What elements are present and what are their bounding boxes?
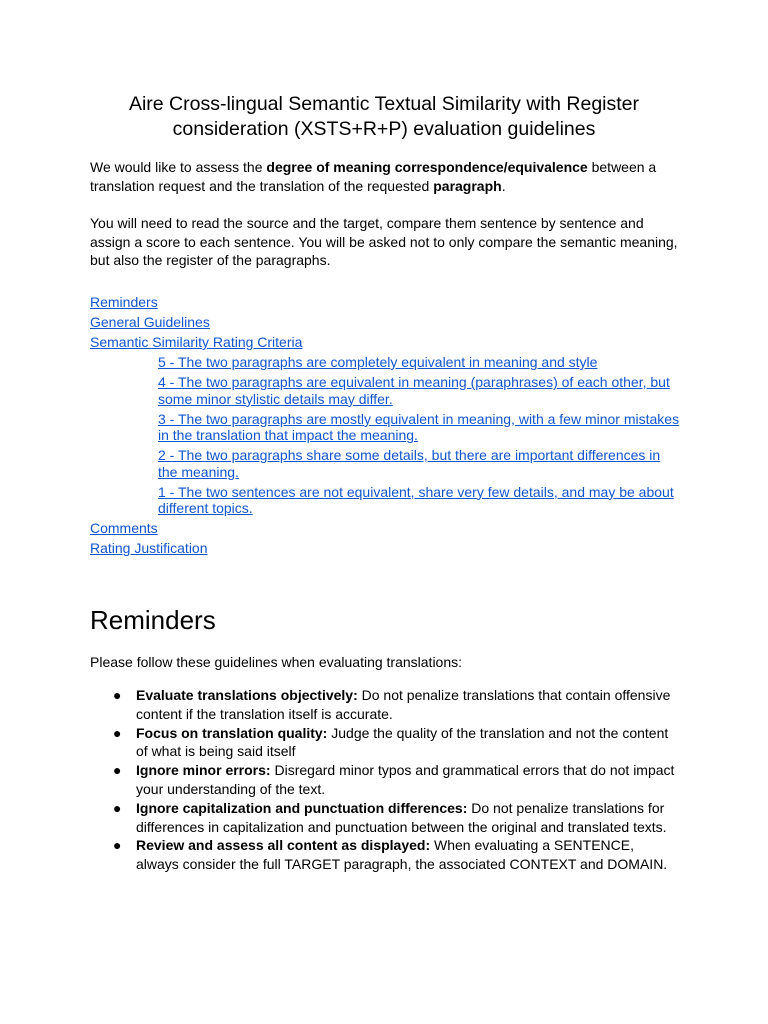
intro-text: . xyxy=(501,177,506,194)
reminder-text: Judge the quality of the translation and not the content of what is being said itself xyxy=(136,724,669,760)
toc-item xyxy=(90,411,680,444)
toc-item xyxy=(90,447,680,480)
toc-link-score-5[interactable]: 5 - The two paragraphs are completely equivalent in meaning and style xyxy=(158,354,598,370)
toc-link-score-2[interactable]: 2 - The two paragraphs share some details, but there are important differences in the meaning. xyxy=(158,447,661,480)
toc-link-score-4[interactable]: 4 - The two paragraphs are equivalent in meaning (paraphrases) of each other, but some minor stylistic details may differ. xyxy=(158,374,670,407)
toc-link-general-guidelines[interactable]: General Guidelines xyxy=(90,314,210,330)
bullet-icon: ● xyxy=(113,799,122,816)
toc-link-reminders[interactable]: Reminders xyxy=(90,294,158,310)
intro-paragraph-2: You will need to read the source and the target, compare them sentence by sentence and assign a score to each sentence. You will be asked not to only compare the semantic meaning, but also the register of the paragraphs. xyxy=(90,215,678,268)
reminder-bold: Focus on translation quality: xyxy=(136,724,328,741)
reminder-text: Do not penalize translations for differences in capitalization and punctuation between the original and translated texts. xyxy=(136,799,667,835)
list-item xyxy=(90,836,680,874)
reminder-bold: Evaluate translations objectively: xyxy=(136,687,358,703)
reminders-intro: Please follow these guidelines when evaluating translations: xyxy=(90,654,463,670)
toc-item xyxy=(90,520,690,537)
toc-link-comments[interactable]: Comments xyxy=(90,520,158,536)
reminder-bold: Ignore minor errors: xyxy=(136,762,271,779)
toc-item xyxy=(90,294,690,311)
toc-link-rating-justification[interactable]: Rating Justification xyxy=(90,540,208,556)
toc-link-score-3[interactable]: 3 - The two paragraphs are mostly equivalent in meaning, with a few minor mistakes in the translation that impact the meaning. xyxy=(158,410,680,443)
toc-link-score-1[interactable]: 1 - The two sentences are not equivalent, share very few details, and may be about different topics. xyxy=(158,483,674,516)
reminder-bold: Review and assess all content as displayed: xyxy=(136,837,431,854)
toc-item xyxy=(90,374,680,407)
toc-item xyxy=(90,314,690,331)
bullet-icon: ● xyxy=(113,687,122,703)
list-item xyxy=(90,724,680,762)
toc-link-rating-criteria[interactable]: Semantic Similarity Rating Criteria xyxy=(90,334,303,350)
reminders-heading: Reminders xyxy=(90,605,216,635)
toc-item xyxy=(90,334,690,351)
reminder-text: Do not penalize translations that contain offensive content if the translation itself is accurate. xyxy=(136,687,671,722)
intro-bold-term: degree of meaning correspondence/equivalence xyxy=(266,159,588,175)
bullet-icon: ● xyxy=(113,837,122,854)
table-of-contents xyxy=(90,294,690,560)
intro-text: between a translation request and the translation of the requested xyxy=(90,159,657,194)
list-item xyxy=(90,686,680,724)
reminder-text: When evaluating a SENTENCE, always consider the full TARGET paragraph, the associated CONTEXT and DOMAIN. xyxy=(136,837,668,873)
bullet-icon: ● xyxy=(113,762,122,779)
intro-bold-term: paragraph xyxy=(433,177,502,194)
intro-paragraph-1 xyxy=(90,158,680,195)
bullet-icon: ● xyxy=(113,724,122,741)
list-item xyxy=(90,761,680,799)
toc-item xyxy=(90,354,680,371)
reminders-list xyxy=(90,686,690,874)
reminder-bold: Ignore capitalization and punctuation differences: xyxy=(136,799,468,816)
toc-item xyxy=(90,540,690,557)
list-item xyxy=(90,799,680,837)
reminder-text: Disregard minor typos and grammatical errors that do not impact your understanding of the text. xyxy=(136,762,675,797)
document-title: Aire Cross-lingual Semantic Textual Similarity with Register consideration (XSTS+R+P) evaluation guidelines xyxy=(128,93,640,140)
intro-text: We would like to assess the xyxy=(90,159,267,175)
toc-item xyxy=(90,484,680,517)
